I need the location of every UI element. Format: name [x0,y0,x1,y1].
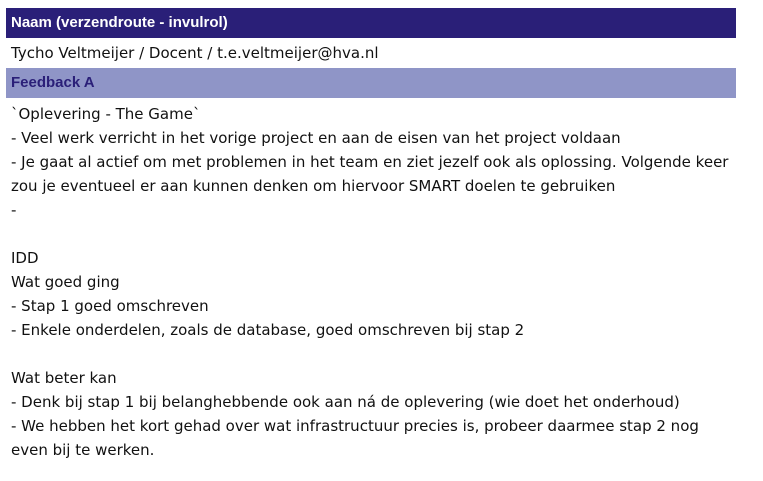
feedback-line: - Veel werk verricht in het vorige project en aan de eisen van het project voldaan [11,129,621,147]
feedback-line: IDD [11,249,39,267]
feedback-body [6,98,736,462]
feedback-line: `Oplevering - The Game` [11,105,201,123]
feedback-line: - We hebben het kort gehad over wat infrastructuur precies is, probeer daarmee stap 2 nog even bij te werken. [11,417,704,459]
section-header-name: Naam (verzendroute - invulrol) [6,8,736,38]
reviewer-name-line: Tycho Veltmeijer / Docent / t.e.veltmeijer@hva.nl [11,44,379,62]
feedback-line [11,222,736,246]
feedback-line: Wat beter kan [11,369,117,387]
feedback-line: - Je gaat al actief om met problemen in het team en ziet jezelf ook als oplossing. Volgende keer zou je eventueel er aan kunnen denken om hiervoor SMART doelen te gebruiken [11,153,734,195]
section-header-feedback: Feedback A [6,68,736,98]
feedback-line: - Stap 1 goed omschreven [11,297,209,315]
feedback-line: Wat goed ging [11,273,120,291]
feedback-line: - Denk bij stap 1 bij belanghebbende ook aan ná de oplevering (wie doet het onderhoud) [11,393,680,411]
feedback-line: - [11,201,17,219]
feedback-line: - Enkele onderdelen, zoals de database, goed omschreven bij stap 2 [11,321,525,339]
feedback-document [6,8,736,462]
feedback-line [11,342,736,366]
